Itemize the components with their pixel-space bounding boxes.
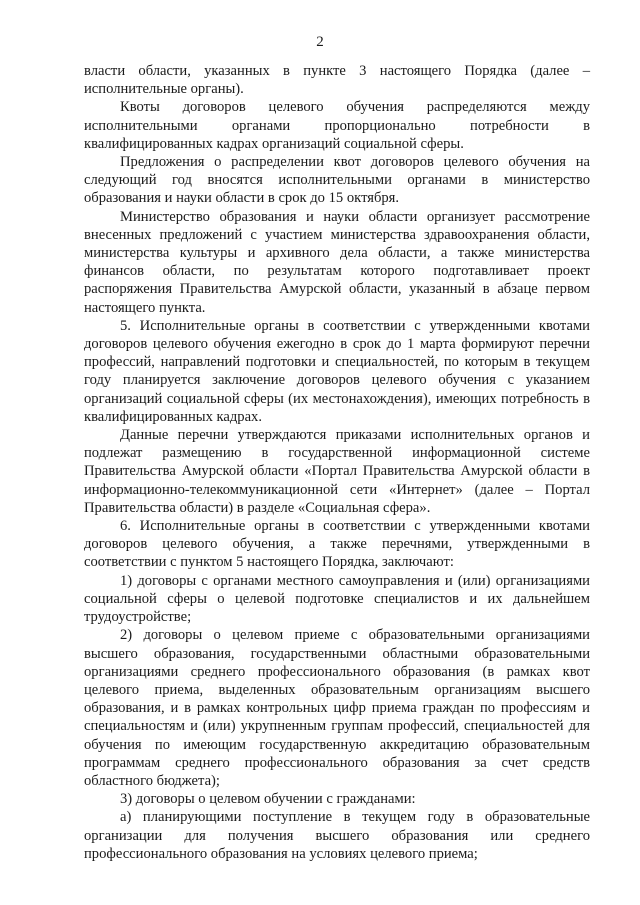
document-body: [84, 62, 590, 863]
paragraph: Квоты договоров целевого обучения распределяются между исполнительными органами пропорционально потребности в квалифицированных кадрах организаций социальной сферы.: [84, 99, 590, 152]
paragraph: власти области, указанных в пункте 3 настоящего Порядка (далее – исполнительные органы).: [84, 63, 590, 98]
list-item: 3) договоры о целевом обучении с гражданами:: [120, 791, 416, 808]
paragraph: 6. Исполнительные органы в соответствии с утвержденными квотами договоров целевого обучения, а также перечнями, утвержденными в соответствии с пунктом 5 настоящего Порядка, заключают:: [84, 518, 590, 571]
paragraph: Предложения о распределении квот договоров целевого обучения на следующий год вносятся исполнительными органами в министерство образования и науки области в срок до 15 октября.: [84, 154, 590, 207]
paragraph: Данные перечни утверждаются приказами исполнительных органов и подлежат размещению в государственной информационной системе Правительства Амурской области «Портал Правительства Амурской области в информационно-телекоммуникационной сети «Интернет» (далее – Портал Правительства области) в разделе «Социальная сфера».: [84, 427, 590, 516]
paragraph: 5. Исполнительные органы в соответствии с утвержденными квотами договоров целевого обучения ежегодно в срок до 1 марта формируют перечни профессий, направлений подготовки и специальностей, по которым в текущем году планируется заключение договоров целевого обучения с указанием организаций социальной сферы (их местонахождения), имеющих потребность в квалифицированных кадрах.: [84, 317, 590, 425]
list-item: а) планирующими поступление в текущем году в образовательные организации для получения высшего образования или среднего профессионального образования на условиях целевого приема;: [84, 809, 590, 862]
list-item: 1) договоры с органами местного самоуправления и (или) организациями социальной сферы о целевой подготовке специалистов и их дальнейшем трудоустройстве;: [84, 572, 590, 626]
paragraph: Министерство образования и науки области организует рассмотрение внесенных предложений с участием министерства здравоохранения области, министерства культуры и архивного дела области, а также министерства финансов области, по результатам которого подготавливает проект распоряжения Правительства Амурской области, указанный в абзаце первом настоящего пункта.: [84, 208, 590, 316]
page-number: 2: [316, 34, 324, 50]
list-item: 2) договоры о целевом приеме с образовательными организациями высшего образования, государственными областными образовательными организациями среднего профессионального образования (в рамках квот целевого приема, выделенных образовательным организациям высшего образования, и в рамках контрольных цифр приема граждан по профессиям и специальностям и (или) укрупненным группам профессий, специальностей для обучения по имеющим государственную аккредитацию образовательным программам среднего профессионального образования за счет средств областного бюджета);: [84, 627, 590, 789]
